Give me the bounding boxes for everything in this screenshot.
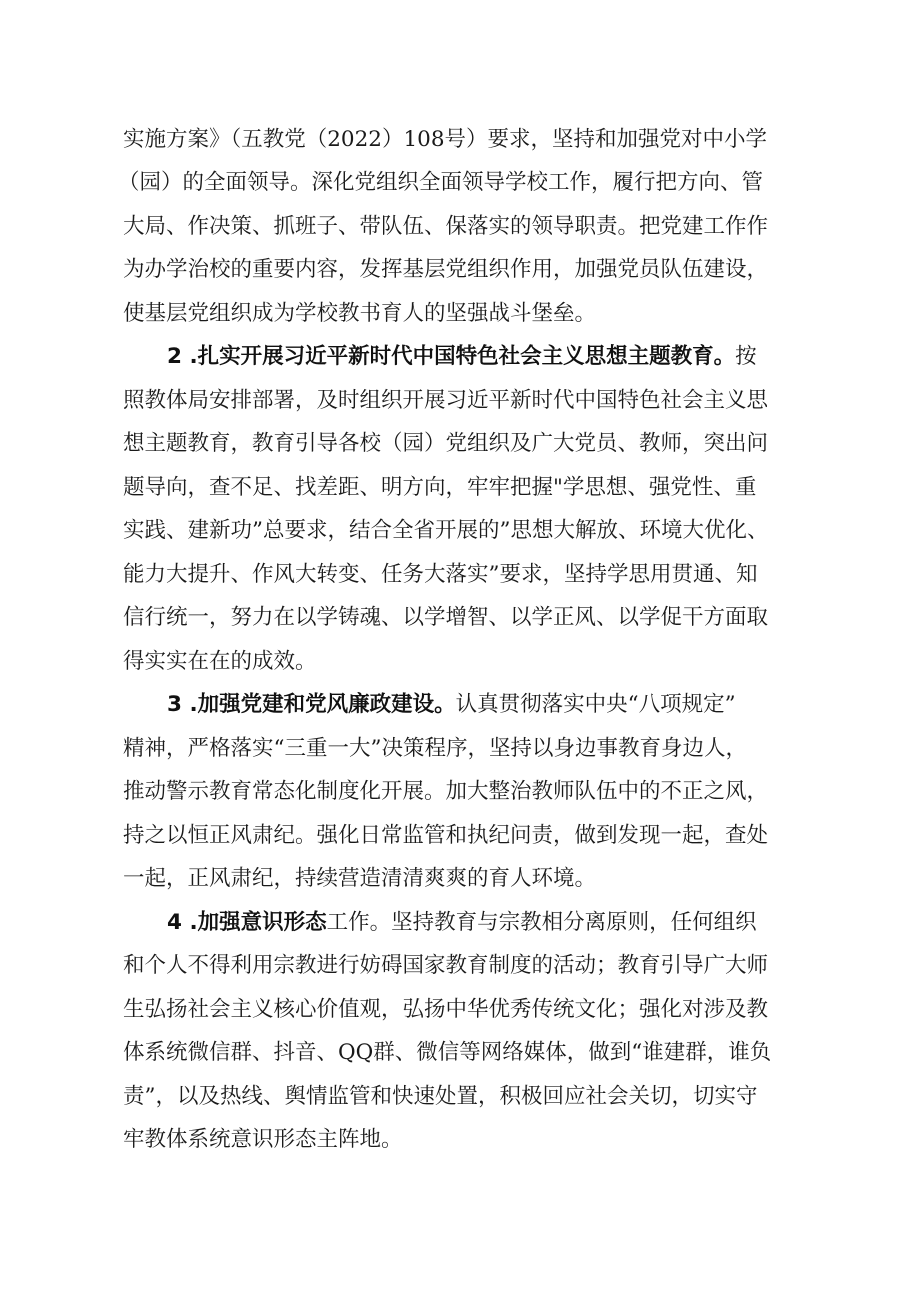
text-line (0, 946, 920, 986)
line-text: 体系统微信群、抖音、QQ群、微信等网络媒体，做到“谁建群，谁负 (123, 1040, 772, 1065)
text-line (0, 250, 920, 290)
line-text: 能力大提升、作风大转变、任务大落实”要求，坚持学思用贯通、知 (123, 562, 758, 587)
line-text: 持之以恒正风肃纪。强化日常监管和执纪问责，做到发现一起，查处 (123, 823, 769, 848)
line-text: 实践、建新功”总要求，结合全省开展的”思想大解放、环境大优化、 (123, 518, 769, 543)
text-line (0, 207, 920, 247)
line-text: 实施方案》（五教党（2022）108号）要求，坚持和加强党对中小学 (123, 127, 768, 152)
paragraph-lead (167, 903, 757, 943)
paragraph-lead (167, 685, 736, 725)
line-text: 工作。坚持教育与宗教相分离原则，任何组织 (326, 910, 757, 935)
section-heading: 3 .加强党建和党风廉政建设。 (167, 692, 456, 717)
line-text: 认真贯彻落实中央“八项规定” (455, 692, 736, 717)
heading-line (0, 685, 920, 725)
text-line (0, 816, 920, 856)
line-text: 信行统一，努力在以学铸魂、以学增智、以学正风、以学促干方面取 (123, 605, 769, 630)
text-line (0, 598, 920, 638)
line-text: 精神，严格落实“三重一大”决策程序，坚持以身边事教育身边人， (123, 736, 747, 761)
line-text: 大局、作决策、抓班子、带队伍、保落实的领导职责。把党建工作作 (123, 214, 769, 239)
text-line (0, 1033, 920, 1073)
text-line (0, 163, 920, 203)
text-line (0, 1120, 920, 1160)
text-line (0, 381, 920, 421)
heading-line (0, 337, 920, 377)
line-text: 责”，以及热线、舆情监管和快速处置，积极回应社会关切，切实守 (123, 1084, 758, 1109)
heading-line (0, 903, 920, 943)
line-text: 为办学治校的重要内容，发挥基层党组织作用，加强党员队伍建设， (123, 257, 769, 282)
text-line (0, 642, 920, 682)
text-line (0, 555, 920, 595)
line-text: 照教体局安排部署，及时组织开展习近平新时代中国特色社会主义思 (123, 388, 769, 413)
line-text: 生弘扬社会主义核心价值观，弘扬中华优秀传统文化；强化对涉及教 (123, 997, 769, 1022)
line-text: 使基层党组织成为学校教书育人的坚强战斗堡垒。 (123, 301, 597, 326)
text-line (0, 511, 920, 551)
paragraph-lead (167, 337, 757, 377)
section-heading: 2 .扎实开展习近平新时代中国特色社会主义思想主题教育。 (167, 344, 736, 369)
text-line (0, 859, 920, 899)
text-line (0, 468, 920, 508)
line-text: 题导向，查不足、找差距、明方向，牢牢把握"学思想、强党性、重 (123, 475, 757, 500)
text-line (0, 120, 920, 160)
line-text: 推动警示教育常态化制度化开展。加大整治教师队伍中的不正之风， (123, 779, 769, 804)
text-line (0, 1077, 920, 1117)
text-line (0, 772, 920, 812)
line-text: 按 (735, 344, 757, 369)
line-text: （园）的全面领导。深化党组织全面领导学校工作，履行把方向、管 (118, 170, 764, 195)
line-text: 牢教体系统意识形态主阵地。 (123, 1127, 403, 1152)
text-line (0, 424, 920, 464)
text-line (0, 294, 920, 334)
text-line (0, 990, 920, 1030)
section-heading: 4 .加强意识形态 (167, 910, 327, 935)
line-text: 和个人不得利用宗教进行妨碍国家教育制度的活动；教育引导广大师 (123, 953, 769, 978)
line-text: 一起，正风肃纪，持续营造清清爽爽的育人环境。 (123, 866, 597, 891)
line-text: 想主题教育，教育引导各校（园）党组织及广大党员、教师，突出问 (123, 431, 769, 456)
text-line (0, 729, 920, 769)
line-text: 得实实在在的成效。 (123, 649, 317, 674)
